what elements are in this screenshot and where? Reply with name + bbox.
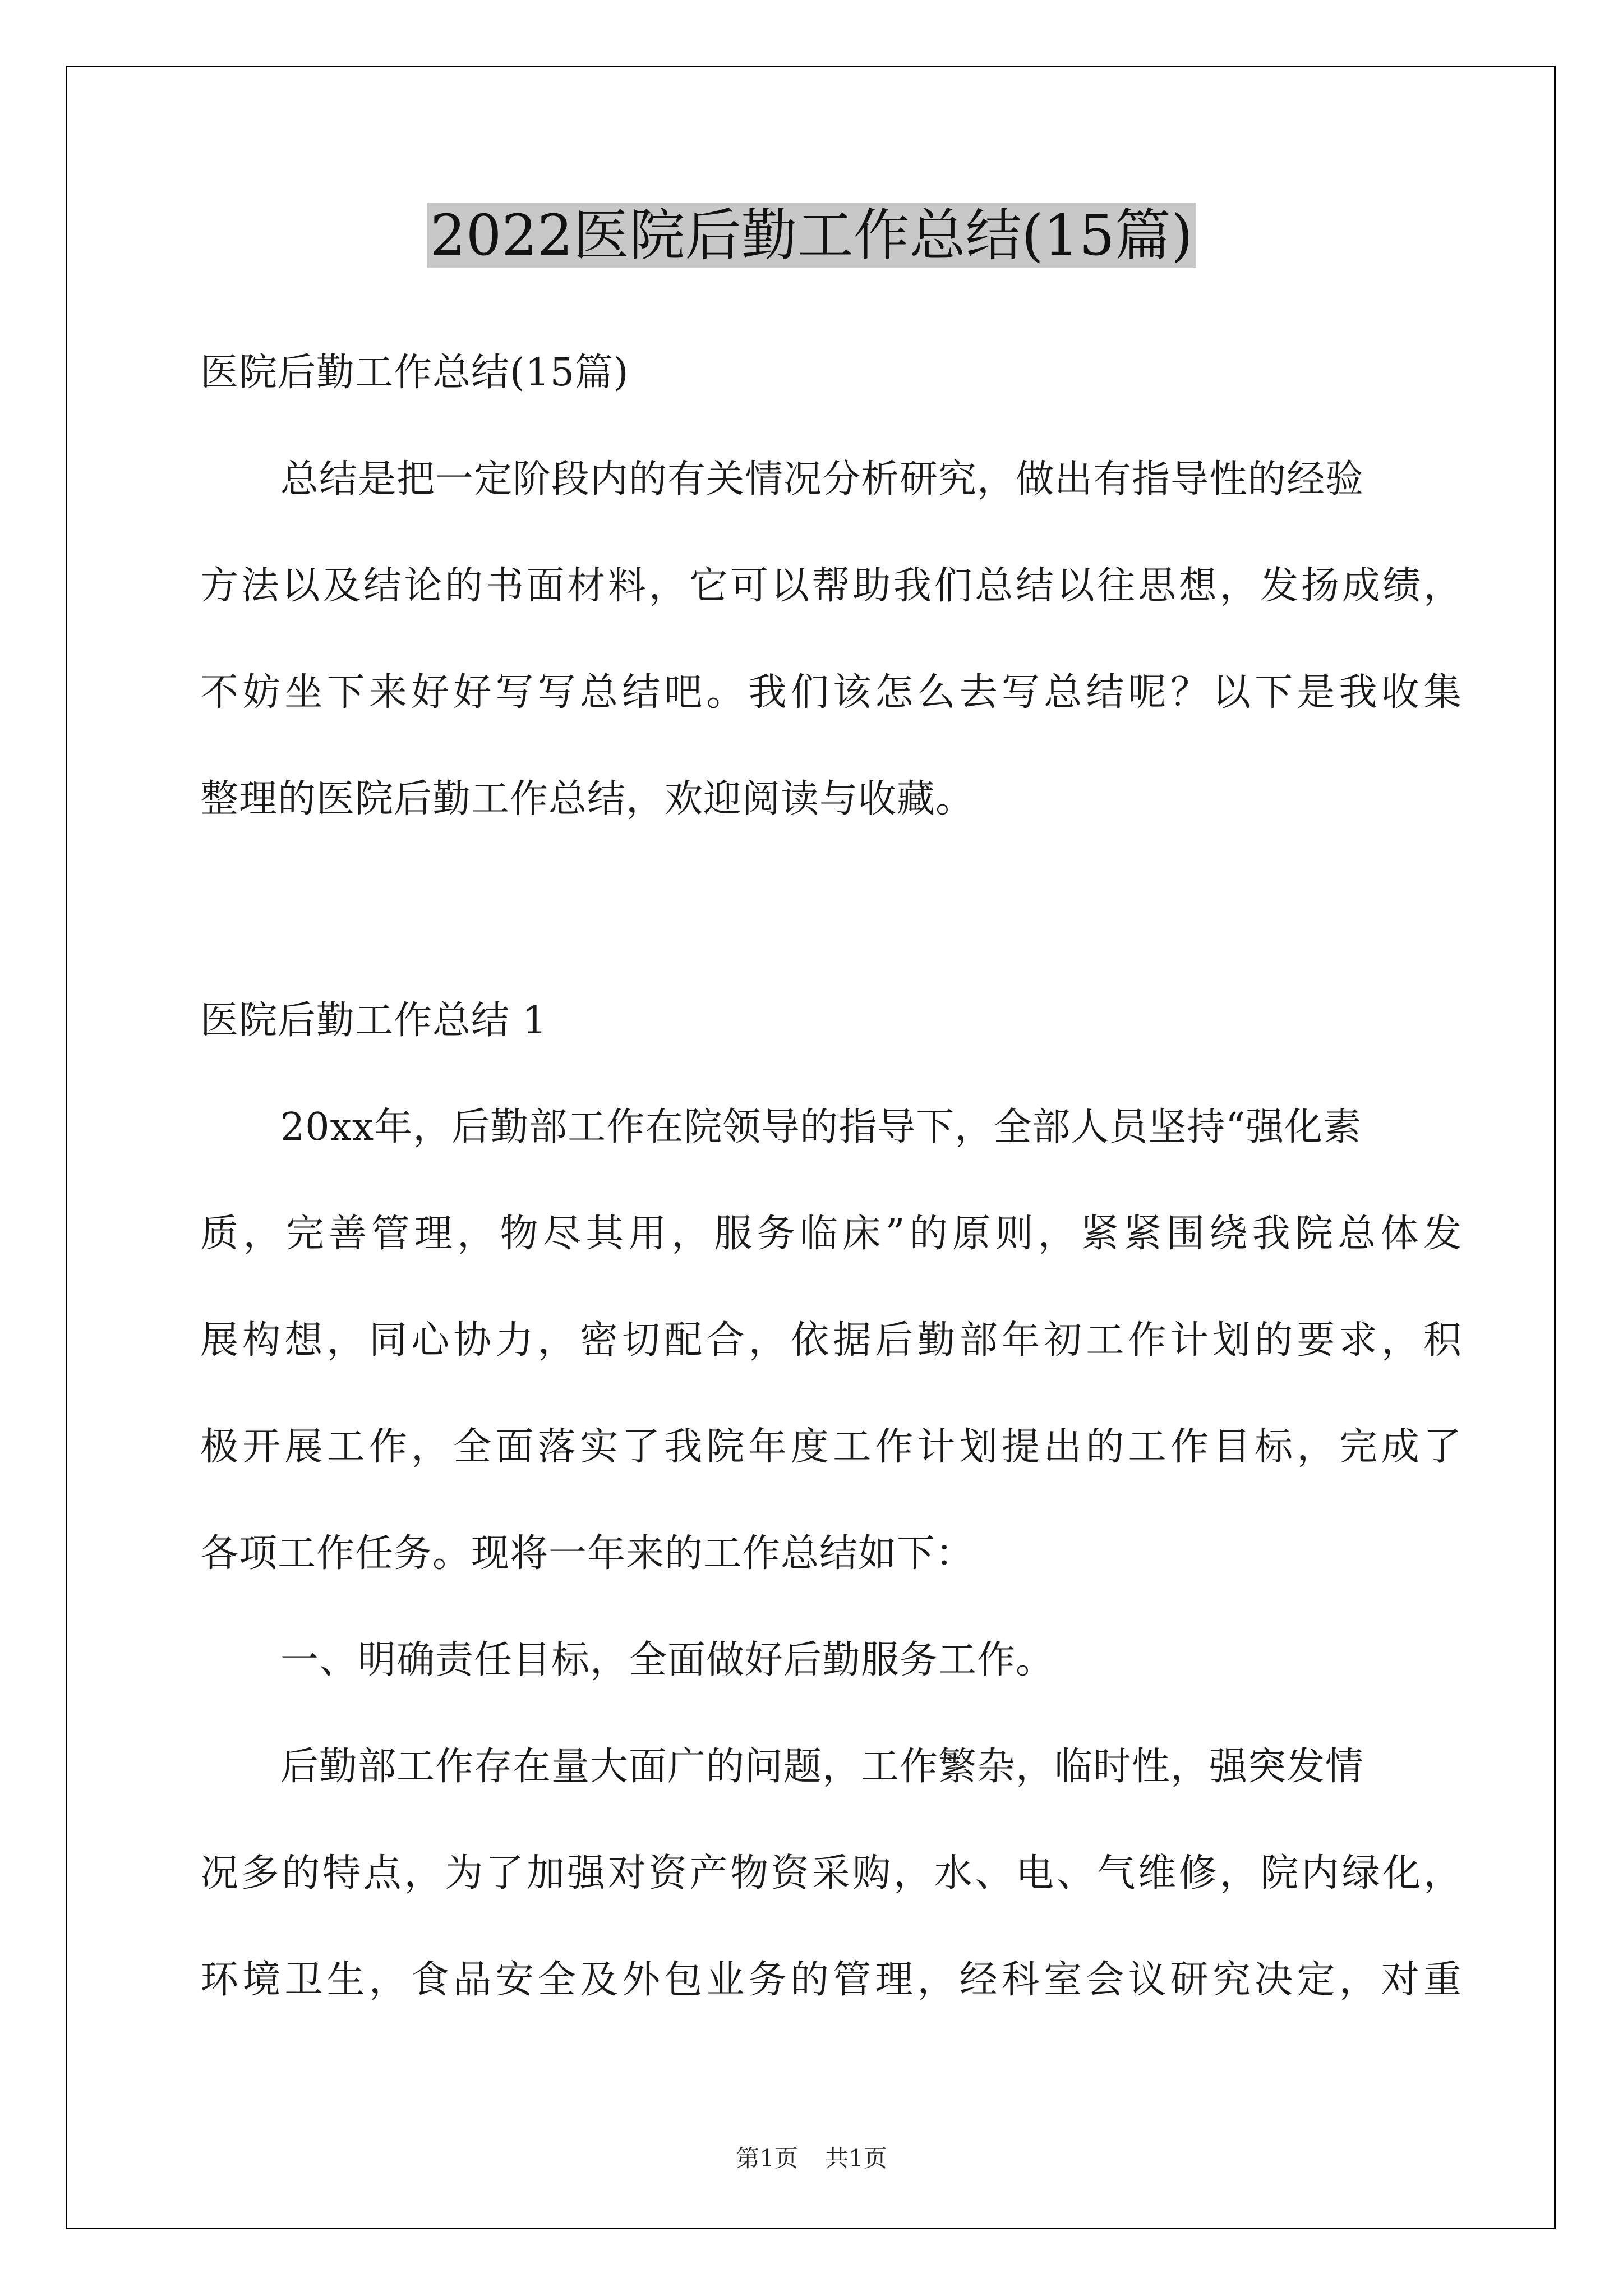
page-total: 共1页 (825, 2145, 887, 2172)
page-footer (0, 2143, 1623, 2174)
intro-line-4: 整理的医院后勤工作总结，欢迎阅读与收藏。 (200, 777, 975, 821)
para2-line-2: 况多的特点，为了加强对资产物资采购，水、电、气维修，院内绿化， (200, 1851, 1462, 1895)
section-heading: 医院后勤工作总结 1 (200, 999, 547, 1043)
intro-line-2: 方法以及结论的书面材料，它可以帮助我们总结以往思想，发扬成绩， (200, 564, 1462, 608)
para2-line-1: 后勤部工作存在量大面广的问题，工作繁杂，临时性，强突发情 (280, 1745, 1364, 1789)
intro-line-1: 总结是把一定阶段内的有关情况分析研究，做出有指导性的经验 (280, 457, 1364, 501)
para1-line-4: 极开展工作，全面落实了我院年度工作计划提出的工作目标，完成了 (200, 1425, 1462, 1469)
para1-line-2: 质，完善管理，物尽其用，服务临床”的原则，紧紧围绕我院总体发 (200, 1212, 1462, 1256)
document-title (0, 199, 1623, 272)
document-subtitle: 医院后勤工作总结(15篇) (200, 351, 629, 395)
para1-line-5: 各项工作任务。现将一年来的工作总结如下： (200, 1531, 975, 1576)
document-title-text: 2022医院后勤工作总结(15篇) (427, 203, 1196, 268)
point-1: 一、明确责任目标，全面做好后勤服务工作。 (280, 1638, 1055, 1682)
para2-line-3: 环境卫生，食品安全及外包业务的管理，经科室会议研究决定，对重 (200, 1958, 1462, 2002)
page-number: 第1页 (736, 2145, 798, 2172)
intro-line-3: 不妨坐下来好好写写总结吧。我们该怎么去写总结呢？以下是我收集 (200, 670, 1462, 715)
para1-line-1: 20xx年，后勤部工作在院领导的指导下，全部人员坚持“强化素 (280, 1105, 1362, 1149)
para1-line-3: 展构想，同心协力，密切配合，依据后勤部年初工作计划的要求，积 (200, 1318, 1462, 1363)
